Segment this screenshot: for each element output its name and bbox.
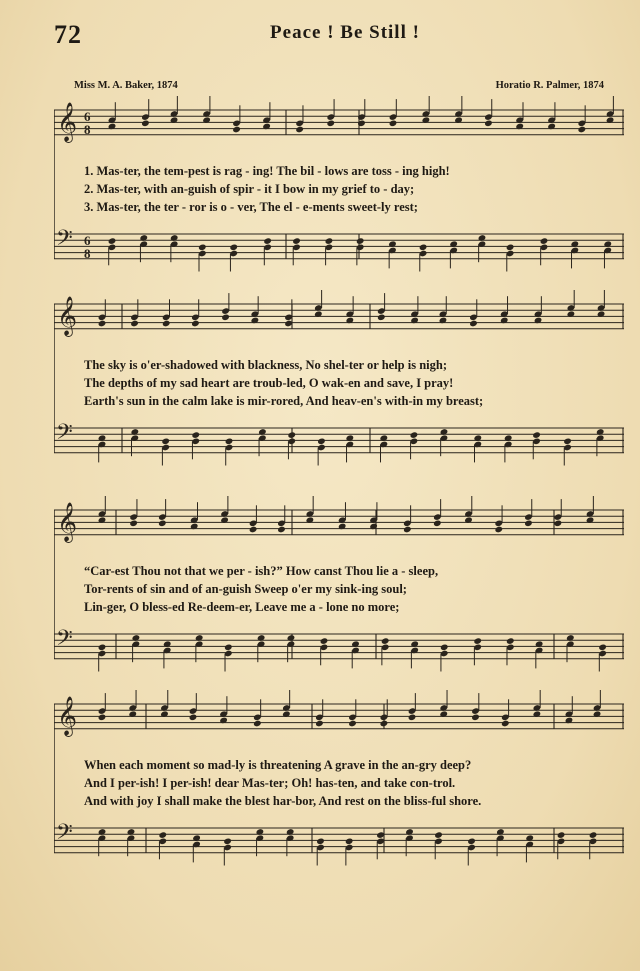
- treble-notehead-icon: [295, 126, 304, 134]
- bass-notehead-icon: [223, 838, 232, 846]
- treble-notehead-icon: [554, 520, 563, 528]
- lyric-line-verse-1: “Car-est Thou not that we per - ish?” How canst Thou lie a - sleep,: [84, 564, 439, 578]
- treble-notehead-icon: [130, 320, 139, 328]
- treble-notehead-icon: [158, 520, 167, 528]
- bass-notehead-icon: [410, 431, 419, 439]
- lyric-line-verse-2: 2. Mas-ter, with an-guish of spir - it I bow in my grief to - day;: [84, 182, 415, 196]
- bass-notehead-icon: [263, 237, 272, 245]
- treble-notehead-icon: [484, 120, 493, 128]
- bass-notehead-icon: [108, 237, 117, 245]
- treble-notehead-icon: [162, 320, 171, 328]
- treble-clef-icon: 𝄞: [57, 296, 78, 336]
- treble-notehead-icon: [471, 714, 480, 722]
- treble-clef-icon: 𝄞: [57, 102, 78, 142]
- lyric-line-verse-2: Tor-rents of sin and of an-guish Sweep o'er my sink-ing soul;: [84, 582, 407, 596]
- bass-notehead-icon: [532, 431, 541, 439]
- treble-notehead-icon: [315, 720, 324, 728]
- lyric-line-verse-2: And I per-ish! I per-ish! dear Mas-ter; Oh! has-ten, and take con-trol.: [84, 776, 456, 790]
- treble-notehead-icon: [277, 526, 286, 534]
- lyric-line-verse-1: The sky is o'er-shadowed with blackness, No shel-ter or help is nigh;: [84, 358, 448, 372]
- treble-notehead-icon: [221, 314, 230, 322]
- bass-notehead-icon: [191, 431, 200, 439]
- bass-notehead-icon: [467, 838, 476, 846]
- lyric-line-verse-3: Earth's sun in the calm lake is mir-rored, And heav-en's with-in my breast;: [84, 394, 484, 408]
- lyric-line-verse-2: The depths of my sad heart are troub-led, O wak-en and save, I pray!: [84, 376, 454, 390]
- treble-notehead-icon: [501, 720, 510, 728]
- bass-notehead-icon: [563, 438, 572, 446]
- bass-notehead-icon: [225, 438, 234, 446]
- bass-notehead-icon: [98, 644, 107, 652]
- music-system-4: [54, 690, 624, 886]
- bass-notehead-icon: [325, 237, 334, 245]
- bass-notehead-icon: [224, 644, 233, 652]
- bass-notehead-icon: [198, 244, 207, 252]
- treble-notehead-icon: [232, 126, 241, 134]
- bass-notehead-icon: [540, 237, 549, 245]
- treble-notehead-icon: [348, 720, 357, 728]
- lyric-line-verse-3: 3. Mas-ter, the ter - ror is o - ver, The el - e-ments sweet-ly rest;: [84, 200, 418, 214]
- bass-notehead-icon: [473, 637, 482, 645]
- treble-notehead-icon: [98, 714, 107, 722]
- page-number: 72: [54, 20, 82, 49]
- treble-clef-icon: 𝄞: [57, 696, 78, 736]
- treble-notehead-icon: [98, 320, 107, 328]
- treble-notehead-icon: [377, 314, 386, 322]
- bass-notehead-icon: [419, 244, 428, 252]
- treble-notehead-icon: [191, 320, 200, 328]
- bass-clef-icon: 𝄢: [56, 226, 73, 256]
- bass-notehead-icon: [229, 244, 238, 252]
- bass-notehead-icon: [317, 438, 326, 446]
- bass-clef-icon: 𝄢: [56, 820, 73, 850]
- treble-notehead-icon: [189, 714, 198, 722]
- treble-notehead-icon: [403, 526, 412, 534]
- bass-notehead-icon: [356, 237, 365, 245]
- treble-notehead-icon: [433, 520, 442, 528]
- bass-notehead-icon: [161, 438, 170, 446]
- bass-notehead-icon: [320, 637, 329, 645]
- bass-clef-icon: 𝄢: [56, 626, 73, 656]
- treble-notehead-icon: [524, 520, 533, 528]
- lyric-line-verse-1: 1. Mas-ter, the tem-pest is rag - ing! The bil - lows are toss - ing high!: [84, 164, 450, 178]
- bass-notehead-icon: [292, 237, 301, 245]
- treble-notehead-icon: [141, 120, 150, 128]
- bass-notehead-icon: [506, 244, 515, 252]
- time-signature-top-icon: 6: [84, 109, 91, 124]
- time-signature-top-icon: 6: [84, 233, 91, 248]
- bass-clef-icon: 𝄢: [56, 420, 73, 450]
- treble-notehead-icon: [494, 526, 503, 534]
- time-signature-bottom-icon: 8: [84, 122, 91, 137]
- time-signature-bottom-icon: 8: [84, 246, 91, 261]
- bass-notehead-icon: [598, 644, 607, 652]
- composer-credit: Horatio R. Palmer, 1874: [495, 80, 604, 91]
- music-system-2: [54, 290, 624, 476]
- bass-notehead-icon: [381, 637, 390, 645]
- treble-notehead-icon: [326, 120, 335, 128]
- music-system-3: [54, 496, 624, 682]
- music-system-1: [54, 96, 624, 272]
- bass-notehead-icon: [589, 831, 598, 839]
- lyricist-credit: Miss M. A. Baker, 1874: [74, 80, 178, 91]
- treble-notehead-icon: [408, 714, 417, 722]
- bass-notehead-icon: [434, 831, 443, 839]
- bass-notehead-icon: [440, 644, 449, 652]
- treble-notehead-icon: [380, 720, 389, 728]
- lyric-line-verse-3: Lin-ger, O bless-ed Re-deem-er, Leave me a - lone no more;: [84, 600, 400, 614]
- bass-notehead-icon: [287, 431, 296, 439]
- bass-notehead-icon: [345, 838, 354, 846]
- treble-notehead-icon: [389, 120, 398, 128]
- bass-notehead-icon: [316, 838, 325, 846]
- treble-notehead-icon: [129, 520, 138, 528]
- bass-notehead-icon: [557, 831, 566, 839]
- lyric-line-verse-1: When each moment so mad-ly is threatening A grave in the an-gry deep?: [84, 758, 472, 772]
- bass-notehead-icon: [506, 637, 515, 645]
- treble-clef-icon: 𝄞: [57, 502, 78, 542]
- treble-notehead-icon: [469, 320, 478, 328]
- bass-notehead-icon: [158, 831, 167, 839]
- lyric-line-verse-3: And with joy I shall make the blest har-bor, And rest on the bliss-ful shore.: [84, 794, 482, 808]
- treble-notehead-icon: [249, 526, 258, 534]
- hymn-title: Peace ! Be Still !: [270, 22, 420, 43]
- treble-notehead-icon: [253, 720, 262, 728]
- treble-notehead-icon: [578, 126, 587, 134]
